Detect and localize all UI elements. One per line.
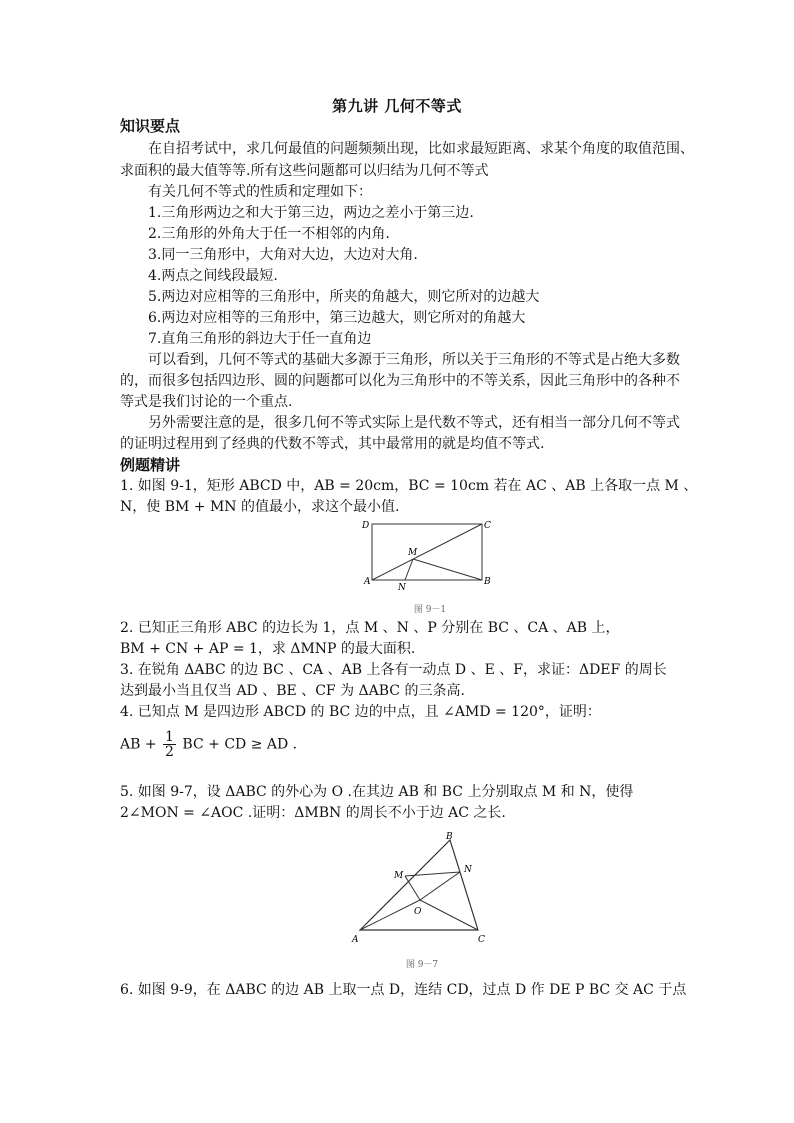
segment-bm <box>413 559 482 580</box>
property-item-1: 1.三角形两边之和大于第三边，两边之差小于第三边. <box>148 205 474 221</box>
problem-1-line-1: 1. 如图 9-1，矩形 ABCD 中，AB = 20cm，BC = 10cm 若在 AC 、AB 上各取一点 M 、 <box>120 478 698 494</box>
figure-9-7 <box>350 830 495 950</box>
label-n: N <box>464 865 472 875</box>
problem-3-line-1: 3. 在锐角 ΔABC 的边 BC 、CA 、AB 上各有一动点 D 、E 、F，求证：ΔDEF 的周长 <box>120 662 667 678</box>
label-b: B <box>446 832 453 842</box>
problem-3-line-2: 达到最小当且仅当 AD 、BE 、CF 为 ΔABC 的三条高. <box>120 683 465 699</box>
segment-mn <box>405 872 460 876</box>
intro-paragraph-3-line-3: 等式是我们讨论的一个重点. <box>120 394 293 410</box>
intro-paragraph-3-line-1: 可以看到，几何不等式的基础大多源于三角形，所以关于三角形的不等式是占绝大多数 <box>148 352 680 368</box>
formula-part-rest: BC + CD ≥ AD . <box>182 736 298 753</box>
segment-on <box>420 872 460 900</box>
problem-5-line-2: 2∠MON = ∠AOC .证明：ΔMBN 的周长不小于边 AC 之长. <box>120 805 506 821</box>
property-item-2: 2.三角形的外角大于任一不相邻的内角. <box>148 226 390 242</box>
segment-oc <box>420 900 478 930</box>
label-d: D <box>362 521 370 531</box>
property-item-5: 5.两边对应相等的三角形中，所夹的角越大，则它所对的边越大 <box>148 289 540 305</box>
label-c: C <box>478 935 485 945</box>
label-n: N <box>398 583 406 593</box>
fraction-numerator: 1 <box>165 729 174 745</box>
intro-paragraph-4-line-2: 的证明过程用到了经典的代数不等式，其中最常用的就是均值不等式. <box>120 436 545 452</box>
intro-paragraph-2: 有关几何不等式的性质和定理如下： <box>148 184 372 200</box>
segment-om <box>405 876 420 900</box>
intro-paragraph-1-line-2: 求面积的最大值等等.所有这些问题都可以归结为几何不等式 <box>120 163 489 179</box>
label-m: M <box>408 548 418 558</box>
segment-ao <box>360 900 420 930</box>
figure-9-7-drawing <box>350 830 495 950</box>
intro-paragraph-4-line-1: 另外需要注意的是，很多几何不等式实际上是代数不等式，还有相当一部分几何不等式 <box>148 415 680 431</box>
formula-part-ab: AB + <box>120 736 157 753</box>
label-c: C <box>484 521 491 531</box>
section-heading-knowledge: 知识要点 <box>120 117 181 135</box>
fraction-denominator: 2 <box>165 744 174 760</box>
figure-9-7-caption: 图 9－7 <box>405 960 439 970</box>
intro-paragraph-3-line-2: 的，而很多包括四边形、圆的问题都可以化为三角形中的不等关系，因此三角形中的各种不 <box>120 373 680 389</box>
intro-paragraph-1-line-1: 在自招考试中，求几何最值的问题频频出现，比如求最短距离、求某个角度的取值范围、 <box>148 141 694 157</box>
label-a: A <box>364 577 371 587</box>
figure-9-1-caption: 图 9－1 <box>413 605 447 615</box>
problem-4-formula <box>120 730 297 759</box>
property-item-6: 6.两边对应相等的三角形中，第三边越大，则它所对的角越大 <box>148 310 526 326</box>
problem-2-line-2: BM + CN + AP = 1，求 ΔMNP 的最大面积. <box>120 641 416 657</box>
label-m: M <box>394 871 404 881</box>
problem-5-line-1: 5. 如图 9-7，设 ΔABC 的外心为 O .在其边 AB 和 BC 上分别取点 M 和 N，使得 <box>120 784 634 800</box>
problem-2-line-1: 2. 已知正三角形 ABC 的边长为 1，点 M 、N 、P 分别在 BC 、CA 、AB 上， <box>120 620 620 636</box>
diagonal-ac <box>372 524 482 580</box>
label-b: B <box>484 577 491 587</box>
section-heading-examples: 例题精讲 <box>120 456 181 474</box>
property-item-7: 7.直角三角形的斜边大于任一直角边 <box>148 331 372 347</box>
problem-4-line-1: 4. 已知点 M 是四边形 ABCD 的 BC 边的中点，且 ∠AMD = 120°，证明： <box>120 704 601 720</box>
figure-9-1-drawing <box>360 518 500 598</box>
property-item-4: 4.两点之间线段最短. <box>148 268 278 284</box>
label-o: O <box>414 907 422 917</box>
page-title: 第九讲 几何不等式 <box>332 97 462 115</box>
problem-1-line-2: N，使 BM + MN 的值最小，求这个最小值. <box>120 499 400 515</box>
formula-fraction <box>163 730 176 759</box>
property-item-3: 3.同一三角形中，大角对大边，大边对大角. <box>148 247 418 263</box>
label-a: A <box>352 935 359 945</box>
problem-6-line-1: 6. 如图 9-9，在 ΔABC 的边 AB 上取一点 D，连结 CD，过点 D 作 DE P BC 交 AC 于点 <box>120 982 687 998</box>
figure-9-1 <box>360 518 500 598</box>
